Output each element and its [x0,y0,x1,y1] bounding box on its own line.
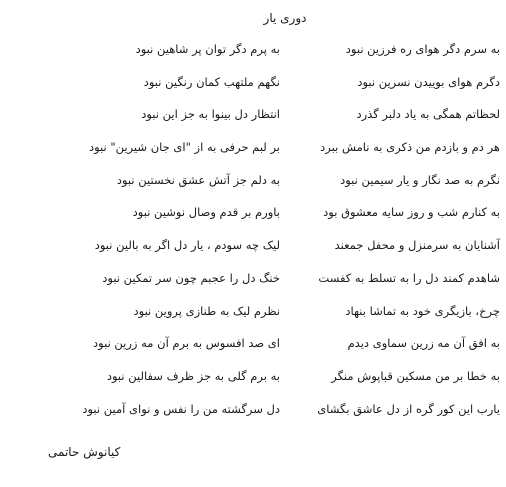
author-signature: کیانوش حاتمی [48,445,121,459]
second-hemistich: لیک چه سودم ، یار دل اگر به بالین نبود [94,238,280,253]
second-hemistich: بر لبم حرفی به از "ای جان شیرین" نبود [88,140,280,155]
first-hemistich: به سرم دگر هوای ره فرزین نبود [345,42,500,56]
couplet [0,40,506,73]
second-hemistich: به دلم جز آتش عشق نخستین نبود [116,172,280,187]
first-hemistich: هر دم و بازدم من ذکری به نامش ببرد [320,140,500,155]
second-hemistich: نظرم لیک به طنازی پروین نبود [133,303,280,318]
first-hemistich: شاهدم کمند دل را به تسلط به کفست [318,270,500,285]
second-hemistich: دل سرگشته من را نفس و نوای آمین نبود [82,401,280,416]
first-hemistich: یارب این کور گره از دل عاشق بگشای [317,401,500,416]
couplet [0,367,506,400]
couplet [0,302,506,335]
second-hemistich: انتظار دل بینوا به جز این نبود [141,107,280,122]
second-hemistich: خنگ دل را عجبم چون سر تمکین نبود [102,270,280,285]
first-hemistich: لحظاتم همگی به یاد دلبر گذرد [356,107,500,122]
first-hemistich: به کنارم شب و روز سایه معشوق بود [323,205,500,220]
couplet [0,138,506,171]
first-hemistich: به افق آن مه زرین سماوی دیدم [347,336,500,351]
couplet [0,73,506,106]
second-hemistich: ای صد افسوس به برم آن مه زرین نبود [93,336,280,351]
first-hemistich: نگرم به صد نگار و یار سیمین نبود [340,172,500,187]
second-hemistich: باورم بر قدم وصال نوشین نبود [132,205,280,220]
poem-title: دوری یار [263,11,307,25]
couplet [0,105,506,138]
first-hemistich: دگرم هوای بوییدن نسرین نبود [357,74,500,89]
couplet [0,334,506,367]
couplet [0,400,506,433]
first-hemistich: چرخ، بازیگری خود به تماشا بنهاد [345,303,500,318]
couplet [0,236,506,269]
first-hemistich: به خطا بر من مسکین قباپوش منگر [331,368,500,383]
first-hemistich: آشنایان به سرمنزل و محفل جمعند [334,238,500,253]
poem-couplets [0,40,506,432]
couplet [0,203,506,236]
second-hemistich: نگهم ملتهب کمان رنگین نبود [143,74,280,89]
couplet [0,171,506,204]
second-hemistich: به پرم دگر توان پر شاهین نبود [135,42,280,56]
couplet [0,269,506,302]
second-hemistich: به برم گلی به جز ظرف سفالین نبود [106,368,280,383]
